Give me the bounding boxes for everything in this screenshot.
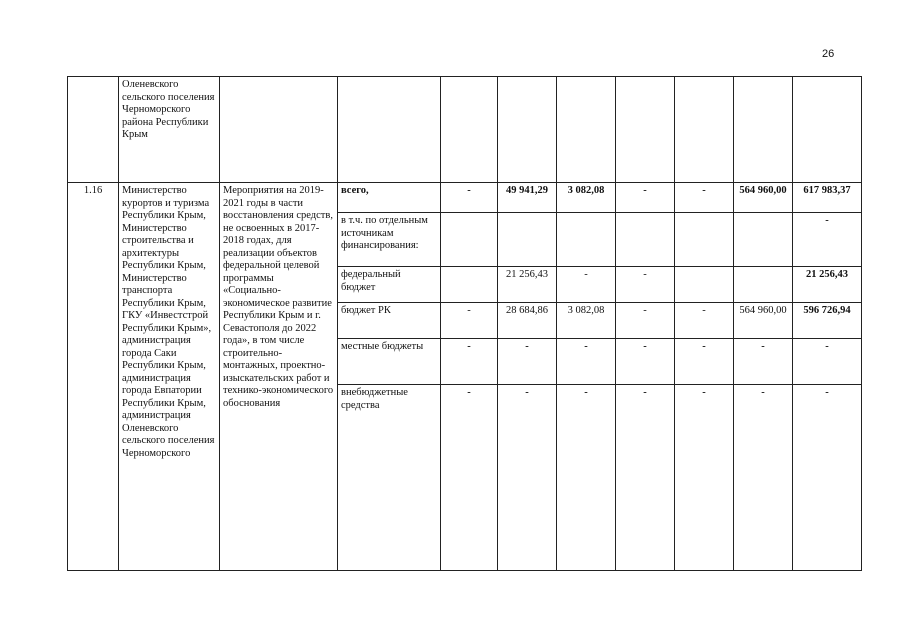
value-cell: 3 082,08: [557, 183, 616, 213]
source-label: местные бюджеты: [338, 339, 441, 385]
row-index: 1.16: [68, 183, 119, 571]
value-cell: -: [557, 267, 616, 303]
value-cell: -: [616, 267, 675, 303]
value-cell: 564 960,00: [734, 183, 793, 213]
value-cell: -: [675, 183, 734, 213]
measure-cell: Мероприятия на 2019-2021 годы в части восстановления средств, не освоенных в 2017-2018 годах, для реализации объектов федеральной целевой программы «Социально-экономическое развитие Республики Крым и г. Севастополя до 2022 года», в том числе строительно-монтажных, проектно-изыскательских работ и технико-экономического обоснования: [220, 183, 338, 571]
value-cell: 21 256,43: [793, 267, 862, 303]
budget-table: [67, 76, 862, 571]
value-cell: -: [441, 183, 498, 213]
value-cell: 49 941,29: [498, 183, 557, 213]
index-cell: [68, 77, 119, 183]
source-label: в т.ч. по отдельным источникам финансирования:: [338, 213, 441, 267]
value-cell: -: [793, 213, 862, 267]
value-cell: 3 082,08: [557, 303, 616, 339]
table-row-local: местные бюджеты - - - - - - -: [68, 339, 862, 385]
table-row-continuation: [68, 77, 862, 183]
value-cell: 28 684,86: [498, 303, 557, 339]
source-label: федеральный бюджет: [338, 267, 441, 303]
table-row-extrabudgetary: внебюджетные средства - - - - - - -: [68, 385, 862, 571]
page-number: 26: [822, 48, 835, 60]
value-cell: -: [441, 303, 498, 339]
value-cell: -: [675, 303, 734, 339]
value-cell: 596 726,94: [793, 303, 862, 339]
value-cell: -: [616, 183, 675, 213]
executor-cell: Министерство курортов и туризма Республики Крым, Министерство строительства и архитектуры Республики Крым, Министерство транспорта Республики Крым, ГКУ «Инвестстрой Республики Крым», администрация города Саки Республики Крым, администрация города Евпатории Республики Крым, администрация Оленевского сельского поселения Черноморского: [119, 183, 220, 571]
source-cell: [338, 77, 441, 183]
value-cell: 564 960,00: [734, 303, 793, 339]
source-label: внебюджетные средства: [338, 385, 441, 571]
value-cell: -: [616, 303, 675, 339]
source-label: бюджет РК: [338, 303, 441, 339]
value-cell: 617 983,37: [793, 183, 862, 213]
measure-cell: [220, 77, 338, 183]
source-label: всего,: [338, 183, 441, 213]
value-cell: 21 256,43: [498, 267, 557, 303]
executor-cell: Оленевского сельского поселения Черноморского района Республики Крым: [119, 77, 220, 183]
table-row-total: [68, 183, 862, 213]
